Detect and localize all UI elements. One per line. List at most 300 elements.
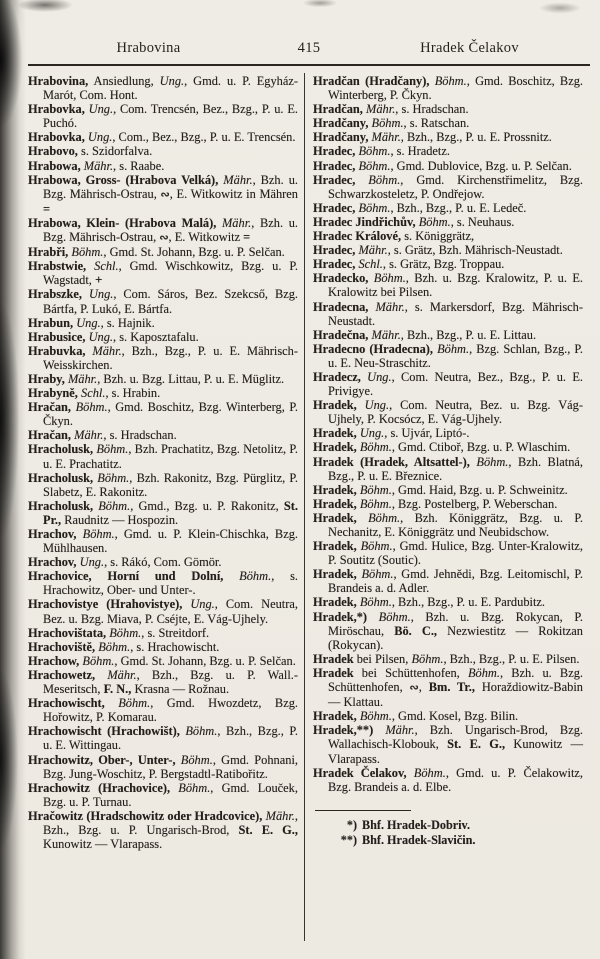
headword-or-railway-abbrev: Hradek,: [313, 440, 357, 455]
headword-or-railway-abbrev: Hrachowitz (Hrachovice),: [28, 780, 171, 795]
running-header: [28, 40, 590, 60]
footnote-block: [313, 810, 583, 849]
headword-or-railway-abbrev: Hradčany,: [313, 116, 369, 131]
region-abbrev: Böhm.: [378, 609, 411, 624]
headword-or-railway-abbrev: Hrachow,: [28, 653, 80, 668]
gazetteer-entry: [28, 696, 298, 724]
cross-icon: +: [95, 272, 103, 288]
entry-text: , Bzh. u. Bzg. Mährisch-Ostrau,: [43, 172, 298, 201]
gazetteer-entry: [313, 271, 583, 299]
gazetteer-entry: [28, 724, 298, 752]
entry-text: , s. Hrachowitz, Ober- und Unter-.: [43, 569, 298, 598]
gazetteer-entry: [313, 709, 583, 723]
running-head-left: Hrabovina: [116, 40, 181, 56]
headword-or-railway-abbrev: Hrabovka,: [28, 130, 85, 145]
gazetteer-entry: [313, 483, 583, 497]
entry-text: Kunowitz — Vlarapass.: [328, 737, 583, 766]
entry-text: [223, 569, 239, 583]
region-abbrev: Böhm.: [373, 271, 406, 286]
region-abbrev: Böhm.: [82, 653, 115, 668]
entry-text: , Bzh., Bzg., P. u. E. Wittingau.: [43, 724, 298, 753]
headword-or-railway-abbrev: Bm. Tr.,: [428, 680, 475, 695]
entry-text: [86, 259, 94, 273]
entry-text: , Bzh. u. Bzg. Kralowitz, P. u. E. Kralowitz bei Pilsen.: [328, 271, 583, 300]
gazetteer-entry: [28, 569, 298, 597]
region-abbrev: Böhm.: [98, 639, 131, 654]
right-column-entries: [313, 74, 583, 794]
region-abbrev: Böhm.: [75, 400, 108, 415]
headword-or-railway-abbrev: St. E. G.,: [238, 822, 298, 837]
headword-or-railway-abbrev: Hrabun,: [28, 315, 74, 330]
headword-or-railway-abbrev: Hradek,: [313, 426, 357, 441]
gazetteer-entry: [313, 257, 583, 271]
entry-text: , Gmd. Hwozdetz, Bzg. Hořowitz, P. Komarau.: [43, 696, 298, 725]
entry-text: , s. Grätz, Bzg. Troppau.: [382, 257, 505, 272]
entry-text: , Gmd. Jehnědi, Bzg. Leitomischl, P. Brandeis a. d. Adler.: [328, 567, 583, 596]
headword-or-railway-abbrev: Hradek,: [313, 539, 357, 554]
entry-text: , Bzh. u. Bzg. Littau, P. u. E. Müglitz.: [97, 371, 285, 386]
gazetteer-entry: [313, 370, 583, 398]
region-abbrev: Böhm.: [360, 539, 393, 554]
gazetteer-entry: [313, 766, 583, 794]
entry-text: , Com. Neutra, Bez., Bzg., P. u. E. Privigye.: [328, 369, 583, 399]
headword-or-railway-abbrev: Hradčany,: [313, 130, 369, 145]
headword-or-railway-abbrev: Hrachovištata,: [28, 625, 107, 640]
entry-text: , Gmd. Dublovice, Bzg. u. P. Selčan.: [390, 158, 572, 173]
headword-or-railway-abbrev: Hrachovice, Horní und Dolní,: [28, 569, 224, 584]
gazetteer-entry: [313, 144, 583, 158]
gazetteer-entry: [28, 442, 298, 470]
gazetteer-entry: [313, 666, 583, 709]
region-abbrev: Böhm.: [411, 651, 444, 666]
headword-or-railway-abbrev: Hračan,: [28, 428, 72, 443]
headword-or-railway-abbrev: Bö. C.,: [394, 623, 438, 638]
entry-text: [357, 398, 365, 412]
headword-or-railway-abbrev: Hradečna,: [313, 327, 369, 342]
gazetteer-entry: [313, 426, 583, 440]
entry-text: , Bzh. u. Bzg. Schüttenhofen,: [328, 665, 583, 695]
headword-or-railway-abbrev: Hraby,: [28, 371, 65, 386]
entry-text: , Gmd. u. P. Čelakowitz, Bzg. Brandeis a. d. Elbe.: [328, 765, 583, 794]
region-abbrev: Ung.: [359, 426, 385, 441]
gazetteer-entry: [28, 809, 298, 851]
entry-text: , Gmd. Ctiboř, Bzg. u. P. Wlaschim.: [391, 440, 571, 455]
headword-or-railway-abbrev: Hradec,: [313, 257, 356, 272]
region-abbrev: Ung.: [88, 102, 114, 117]
gazetteer-entry: [28, 499, 298, 527]
gazetteer-entry: [313, 201, 583, 215]
entry-text: , s. Raabe.: [113, 158, 165, 173]
region-abbrev: Ung.: [190, 597, 215, 612]
headword-or-railway-abbrev: Hrachowischt (Hrachowišt),: [28, 724, 180, 739]
headword-or-railway-abbrev: Hrabszke,: [28, 287, 83, 302]
region-abbrev: Mähr.: [358, 243, 388, 258]
post-horn-icon: ∾: [409, 681, 419, 695]
gazetteer-entry: [28, 400, 298, 428]
region-abbrev: Böhm.: [467, 665, 500, 680]
gazetteer-entry: [313, 567, 583, 595]
headword-or-railway-abbrev: Hradek: [313, 651, 354, 666]
entry-text: , Com., Bez., Bzg., P. u. E. Trencsén.: [112, 130, 296, 145]
region-abbrev: Böhm.: [185, 724, 218, 739]
region-abbrev: Ung.: [88, 287, 114, 302]
headword-or-railway-abbrev: Hradecko,: [313, 271, 369, 286]
region-abbrev: Mähr.: [371, 327, 401, 342]
post-horn-icon: ∾: [159, 231, 169, 245]
headword-or-railway-abbrev: Hrachov,: [28, 527, 77, 541]
headword-or-railway-abbrev: Hrachovistye (Hrahovistye),: [28, 597, 183, 612]
footnote: [313, 818, 583, 834]
headword-or-railway-abbrev: Hradek,: [313, 595, 357, 610]
region-abbrev: Ung.: [87, 130, 113, 145]
entry-text: , Gmd. u. P. Klein-Chischka, Bzg. Mühlhausen.: [43, 527, 298, 556]
headword-or-railway-abbrev: Hrabstwie,: [28, 259, 87, 274]
footnote-marker: *): [346, 817, 357, 832]
scan-edge-artifact: [0, 0, 26, 959]
entry-text: , Gmd. Pohnani, Bzg. Jung-Woschitz, P. Bergstadtl-Ratibořitz.: [43, 752, 298, 781]
region-abbrev: Mähr.: [366, 102, 396, 117]
region-abbrev: Ung.: [76, 315, 101, 330]
headword-or-railway-abbrev: Hračan,: [28, 400, 72, 415]
gazetteer-entry: [313, 610, 583, 652]
region-abbrev: Mähr.: [385, 723, 415, 738]
headword-or-railway-abbrev: Hradčan (Hradčany),: [313, 74, 430, 88]
headword-or-railway-abbrev: Hrabovka,: [28, 102, 85, 117]
headword-or-railway-abbrev: Hradčan,: [313, 102, 363, 117]
region-abbrev: Böhm.: [118, 696, 151, 711]
entry-text: , s. Ratschan.: [403, 116, 470, 131]
column-divider: [304, 73, 305, 941]
region-abbrev: Böhm.: [239, 569, 272, 584]
headword-or-railway-abbrev: Hrachoviště,: [28, 639, 96, 654]
region-abbrev: Böhm.: [359, 496, 392, 511]
entry-text: , Com. Neutra, Bez. u. Bzg. Vág-Ujhely, P. Kocsócz, E. Vág-Ujhely.: [328, 398, 583, 427]
headword-or-railway-abbrev: Hrabowa, Gross- (Hrabova Velká),: [28, 172, 219, 187]
headword-or-railway-abbrev: Hradek,: [313, 709, 357, 724]
headword-or-railway-abbrev: Hradecna,: [313, 299, 369, 314]
gazetteer-entry: [313, 215, 583, 229]
region-abbrev: Böhm.: [359, 482, 392, 497]
region-abbrev: Böhm.: [361, 567, 394, 582]
headword-or-railway-abbrev: Hrabři,: [28, 245, 69, 260]
entry-text: , s. Hrabin.: [105, 386, 161, 401]
region-abbrev: Mähr.: [67, 371, 98, 386]
entry-text: , Bzg. Schlan, Bzg., P. u. E. Neu-Straschitz.: [328, 341, 583, 370]
gazetteer-entry: [28, 527, 298, 555]
headword-or-railway-abbrev: Hradek,*): [313, 609, 368, 624]
headword-or-railway-abbrev: Hradec,: [313, 200, 356, 215]
entry-text: [95, 668, 107, 682]
headword-or-railway-abbrev: St. E. G.,: [447, 737, 506, 752]
entry-text: , s. Grätz, Bzh. Mährisch-Neustadt.: [387, 243, 563, 258]
headword-or-railway-abbrev: St. Pr.,: [43, 498, 298, 527]
entry-text: , Bzh., Bzg., P. u. E. Littau.: [400, 327, 537, 342]
gazetteer-entry: [313, 173, 583, 201]
gazetteer-entry: [28, 344, 298, 372]
gazetteer-entry: [313, 511, 583, 539]
post-horn-icon: ∾: [160, 187, 170, 201]
region-abbrev: Mähr.: [92, 343, 122, 358]
entry-text: , s. Rákó, Com. Gömör.: [104, 555, 222, 570]
region-abbrev: Mähr.: [223, 172, 253, 187]
footnote-text: Bhf. Hradek-Dobriv.: [362, 817, 471, 832]
gazetteer-entry: [313, 440, 583, 454]
gazetteer-entry: [313, 328, 583, 342]
entry-text: Nezwiestitz — Rokitzan (Rokycan).: [328, 623, 583, 652]
headword-or-railway-abbrev: Hradec,: [313, 172, 356, 187]
gazetteer-entry: [28, 597, 298, 625]
entry-text: , Com. Trencsén, Bez., Bzg., P. u. E. Puchó.: [43, 102, 298, 131]
entry-text: [355, 173, 368, 187]
region-abbrev: Böhm.: [358, 200, 391, 215]
region-abbrev: Ung.: [367, 369, 392, 384]
region-abbrev: Böhm.: [98, 498, 131, 513]
headword-or-railway-abbrev: Hradek (Hradek, Altsattel-),: [313, 454, 470, 469]
gazetteer-entry: [28, 159, 298, 173]
entry-text: ,: [418, 680, 429, 695]
headword-or-railway-abbrev: Hrachov,: [28, 555, 77, 570]
region-abbrev: Böhm.: [109, 625, 142, 640]
entry-text: , Bzh. u. Bzg. Mährisch-Ostrau,: [43, 215, 298, 245]
telegraph-icon: =: [43, 201, 50, 216]
entry-text: , s. Streitdorf.: [141, 625, 210, 640]
headword-or-railway-abbrev: Hradec,: [313, 144, 356, 159]
region-abbrev: Mähr.: [375, 299, 405, 314]
entry-text: , Bzh., Bzg. u. P. Wall.-Meseritsch,: [43, 667, 298, 697]
gazetteer-entry: [28, 753, 298, 781]
region-abbrev: Böhm.: [371, 116, 404, 131]
headword-or-railway-abbrev: Hradek: [313, 665, 354, 680]
left-column: [28, 71, 298, 959]
entry-text: bei Pilsen,: [353, 651, 412, 666]
entry-text: , s. Hradschan.: [395, 102, 469, 117]
entry-text: , Gmd. Hulice, Bzg. Unter-Kralowitz, P. Soutitz (Soutic).: [328, 539, 583, 568]
headword-or-railway-abbrev: Hradek,**): [313, 723, 374, 738]
gazetteer-entry: [313, 229, 583, 243]
headword-or-railway-abbrev: Hrachowitz, Ober-, Unter-,: [28, 752, 176, 767]
running-head-right: Hradek Čelakov: [420, 40, 519, 56]
headword-or-railway-abbrev: Hrabusice,: [28, 329, 86, 344]
gazetteer-entry: [28, 245, 298, 259]
headword-or-railway-abbrev: Hracholusk,: [28, 470, 94, 485]
header-rule: [28, 64, 590, 66]
entry-text: , Gmd. Wischkowitz, Bzg. u. P. Wagstadt,: [43, 259, 298, 288]
entry-text: , Bzh., Bzg., P. u. E. Prossnitz.: [400, 130, 552, 145]
region-abbrev: Ung.: [364, 398, 390, 413]
headword-or-railway-abbrev: Hrachowischt,: [28, 696, 105, 711]
region-abbrev: Böhm.: [437, 341, 470, 356]
entry-text: , Bzh. Königgrätz, Bzg. u. P. Nechanitz, E. Königgrätz und Neubidschow.: [328, 510, 583, 539]
region-abbrev: Böhm.: [359, 595, 392, 610]
entry-text: , Bzh. Blatná, Bzg., P. u. E. Březnice.: [328, 454, 583, 483]
gazetteer-entry: [28, 654, 298, 668]
gazetteer-entry: [28, 259, 298, 287]
region-abbrev: Böhm.: [71, 245, 104, 260]
gazetteer-entry: [313, 398, 583, 426]
entry-text: , Bzh., Bzg., P. u. E. Pilsen.: [443, 651, 580, 666]
headword-or-railway-abbrev: F. N.,: [103, 682, 132, 697]
entry-text: , Bzh. Ungarisch-Brod, Bzg. Wallachisch-Klobouk,: [328, 723, 583, 752]
headword-or-railway-abbrev: Hracholusk,: [28, 442, 94, 457]
region-abbrev: Böhm.: [418, 214, 451, 229]
gazetteer-entry: [313, 652, 583, 666]
gazetteer-entry: [28, 74, 298, 102]
headword-or-railway-abbrev: Hradec Králové,: [313, 229, 402, 244]
gazetteer-entry: [313, 595, 583, 609]
region-abbrev: Böhm.: [82, 527, 115, 541]
entry-text: , Bzh., Bzg., P. u. E. Ledeč.: [390, 200, 527, 215]
region-abbrev: Böhm.: [434, 74, 467, 88]
headword-or-railway-abbrev: Hradec Jindřichův,: [313, 214, 416, 229]
gazetteer-entry: [28, 287, 298, 315]
entry-text: , Gmd. St. Johann, Bzg. u. P. Selčan.: [103, 245, 285, 260]
gazetteer-entry: [28, 330, 298, 344]
region-abbrev: Schl.: [81, 386, 106, 401]
region-abbrev: Ung.: [159, 74, 185, 88]
entry-text: , s. Hradetz.: [390, 144, 450, 159]
region-abbrev: Mähr.: [265, 808, 295, 823]
gazetteer-entry: [28, 668, 298, 696]
footnote-marker: **): [340, 833, 357, 848]
gazetteer-entry: [313, 497, 583, 511]
gazetteer-entry: [28, 173, 298, 216]
headword-or-railway-abbrev: Hrachowetz,: [28, 667, 96, 682]
headword-or-railway-abbrev: Hradecz,: [313, 369, 361, 384]
entry-text: [373, 723, 385, 737]
entry-text: , Gmd. Boschitz, Bzg. Winterberg, P. Čkyn.: [43, 400, 298, 429]
entry-text: , Bzh., Bzg. u. P. Ungarisch-Brod,: [43, 808, 298, 837]
region-abbrev: Böhm.: [96, 442, 129, 457]
entry-text: [367, 610, 379, 624]
entry-text: , Gmd. Haid, Bzg. u. P. Schweinitz.: [391, 482, 568, 497]
headword-or-railway-abbrev: Hradek,: [313, 510, 357, 525]
region-abbrev: Ung.: [79, 555, 105, 570]
entry-text: , s. Markersdorf, Bzg. Mährisch-Neustadt.: [328, 299, 583, 328]
entry-text: s. Königgrätz,: [401, 229, 475, 244]
region-abbrev: Böhm.: [359, 440, 392, 455]
entry-text: , Com. Neutra, Bez. u. Bzg. Miava, P. Cséjte, E. Vág-Ujhely.: [43, 597, 298, 626]
region-abbrev: Böhm.: [178, 780, 211, 795]
region-abbrev: Böhm.: [358, 144, 391, 159]
gazetteer-entry: [28, 102, 298, 130]
gazetteer-entry: [313, 159, 583, 173]
entry-text: Krasna — Rožnau.: [131, 682, 230, 697]
region-abbrev: Böhm.: [368, 510, 401, 525]
region-abbrev: Schl.: [358, 257, 383, 272]
gazetteer-entry: [28, 216, 298, 245]
region-abbrev: Böhm.: [358, 158, 391, 173]
entry-text: , Gmd. u. P. Egyház-Marót, Com. Hont.: [43, 74, 298, 103]
headword-or-railway-abbrev: Hrabowa,: [28, 158, 81, 173]
region-abbrev: Ung.: [88, 329, 114, 344]
headword-or-railway-abbrev: Hrabovina,: [28, 74, 89, 88]
headword-or-railway-abbrev: Hradec,: [313, 158, 356, 173]
telegraph-icon: =: [243, 230, 250, 245]
headword-or-railway-abbrev: Hradek,: [313, 482, 357, 497]
gazetteer-entry: [28, 781, 298, 809]
entry-text: , Gmd. Louček, Bzg. u. P. Turnau.: [43, 780, 298, 809]
entry-text: , s. Ujvár, Liptó-.: [384, 426, 470, 441]
headword-or-railway-abbrev: Hradek,: [313, 398, 357, 413]
region-abbrev: Schl.: [94, 259, 119, 274]
region-abbrev: Mähr.: [371, 130, 401, 145]
region-abbrev: Böhm.: [368, 172, 401, 187]
gazetteer-entry: [28, 555, 298, 569]
gazetteer-entry: [313, 455, 583, 483]
gazetteer-entry: [313, 74, 583, 102]
region-abbrev: Böhm.: [97, 470, 130, 485]
text-columns: [28, 71, 592, 959]
footnote: [313, 833, 583, 849]
gazetteer-entry: [28, 386, 298, 400]
entry-text: , E. Witkowitz: [168, 230, 244, 245]
entry-text: , s. Hradschan.: [103, 428, 177, 443]
gazetteer-entry: [28, 316, 298, 330]
entry-text: [407, 766, 414, 780]
entry-text: , s. Neuhaus.: [450, 214, 515, 229]
entry-text: , Gmd. Kosel, Bzg. Bilin.: [391, 709, 519, 724]
region-abbrev: Böhm.: [180, 752, 213, 767]
headword-or-railway-abbrev: Hrabowa, Klein- (Hrabova Malá),: [28, 215, 217, 230]
gazetteer-entry: [28, 144, 298, 158]
footnote-rule: [315, 810, 411, 811]
gazetteer-entry: [28, 428, 298, 442]
gazetteer-entry: [28, 471, 298, 499]
entry-text: , Gmd. St. Johann, Bzg. u. P. Selčan.: [114, 653, 296, 668]
entry-text: , Gmd., Bzg. u. P. Rakonitz,: [130, 498, 284, 513]
entry-text: , Gmd. Kirchenstřimelitz, Bzg. Schwarzkosteletz, P. Ondřejow.: [328, 172, 583, 201]
gazetteer-entry: [313, 116, 583, 130]
entry-text: , Bzh. Prachatitz, Bzg. Netolitz, P. u. E. Prachatitz.: [43, 442, 298, 471]
entry-text: , Gmd. Boschitz, Bzg. Winterberg, P. Čkyn.: [328, 74, 583, 103]
gazetteer-entry: [28, 130, 298, 144]
entry-text: bei Schüttenhofen,: [353, 665, 468, 680]
headword-or-railway-abbrev: Hrabyně,: [28, 386, 78, 401]
entry-text: , Com. Sáros, Bez. Szekcső, Bzg. Bártfa, P. Lukó, E. Bártfa.: [43, 287, 298, 316]
gazetteer-entry: [313, 300, 583, 328]
headword-or-railway-abbrev: Hradecno (Hradecna),: [313, 341, 434, 356]
gazetteer-entry: [313, 539, 583, 567]
gazetteer-entry: [28, 372, 298, 386]
entry-text: , s. Hrachowischt.: [130, 639, 220, 654]
gazetteer-entry: [313, 723, 583, 765]
region-abbrev: Mähr.: [74, 428, 104, 443]
right-column: [313, 71, 583, 959]
headword-or-railway-abbrev: Hrabovo,: [28, 144, 78, 159]
entry-text: s. Szidorfalva.: [77, 144, 153, 159]
region-abbrev: Mähr.: [221, 215, 252, 230]
headword-or-railway-abbrev: Hrabuvka,: [28, 343, 86, 358]
headword-or-railway-abbrev: Hračowitz (Hradschowitz oder Hradcovice),: [28, 808, 263, 823]
entry-text: , Bzh. u. Bzg. Rokycan, P. Miröschau,: [328, 609, 584, 638]
entry-text: [357, 511, 368, 525]
entry-text: Ansiedlung,: [88, 74, 160, 88]
entry-text: , s. Hajnik.: [100, 315, 155, 330]
region-abbrev: Böhm.: [476, 454, 509, 469]
entry-text: , E. Witkowitz in Mähren: [169, 186, 298, 201]
entry-text: [82, 287, 89, 301]
page-number: 415: [297, 40, 321, 56]
entry-text: , s. Kaposztafalu.: [113, 329, 199, 344]
gazetteer-entry: [313, 102, 583, 116]
entry-text: Horaždiowitz-Babin — Klattau.: [328, 680, 583, 710]
gazetteer-entry: [28, 640, 298, 654]
region-abbrev: Mähr.: [107, 667, 137, 682]
entry-text: , Bzh., Bzg., P. u. E. Mährisch-Weisskirchen.: [43, 343, 298, 372]
gazetteer-entry: [313, 130, 583, 144]
region-abbrev: Mähr.: [83, 158, 114, 173]
headword-or-railway-abbrev: Hracholusk,: [28, 498, 94, 513]
